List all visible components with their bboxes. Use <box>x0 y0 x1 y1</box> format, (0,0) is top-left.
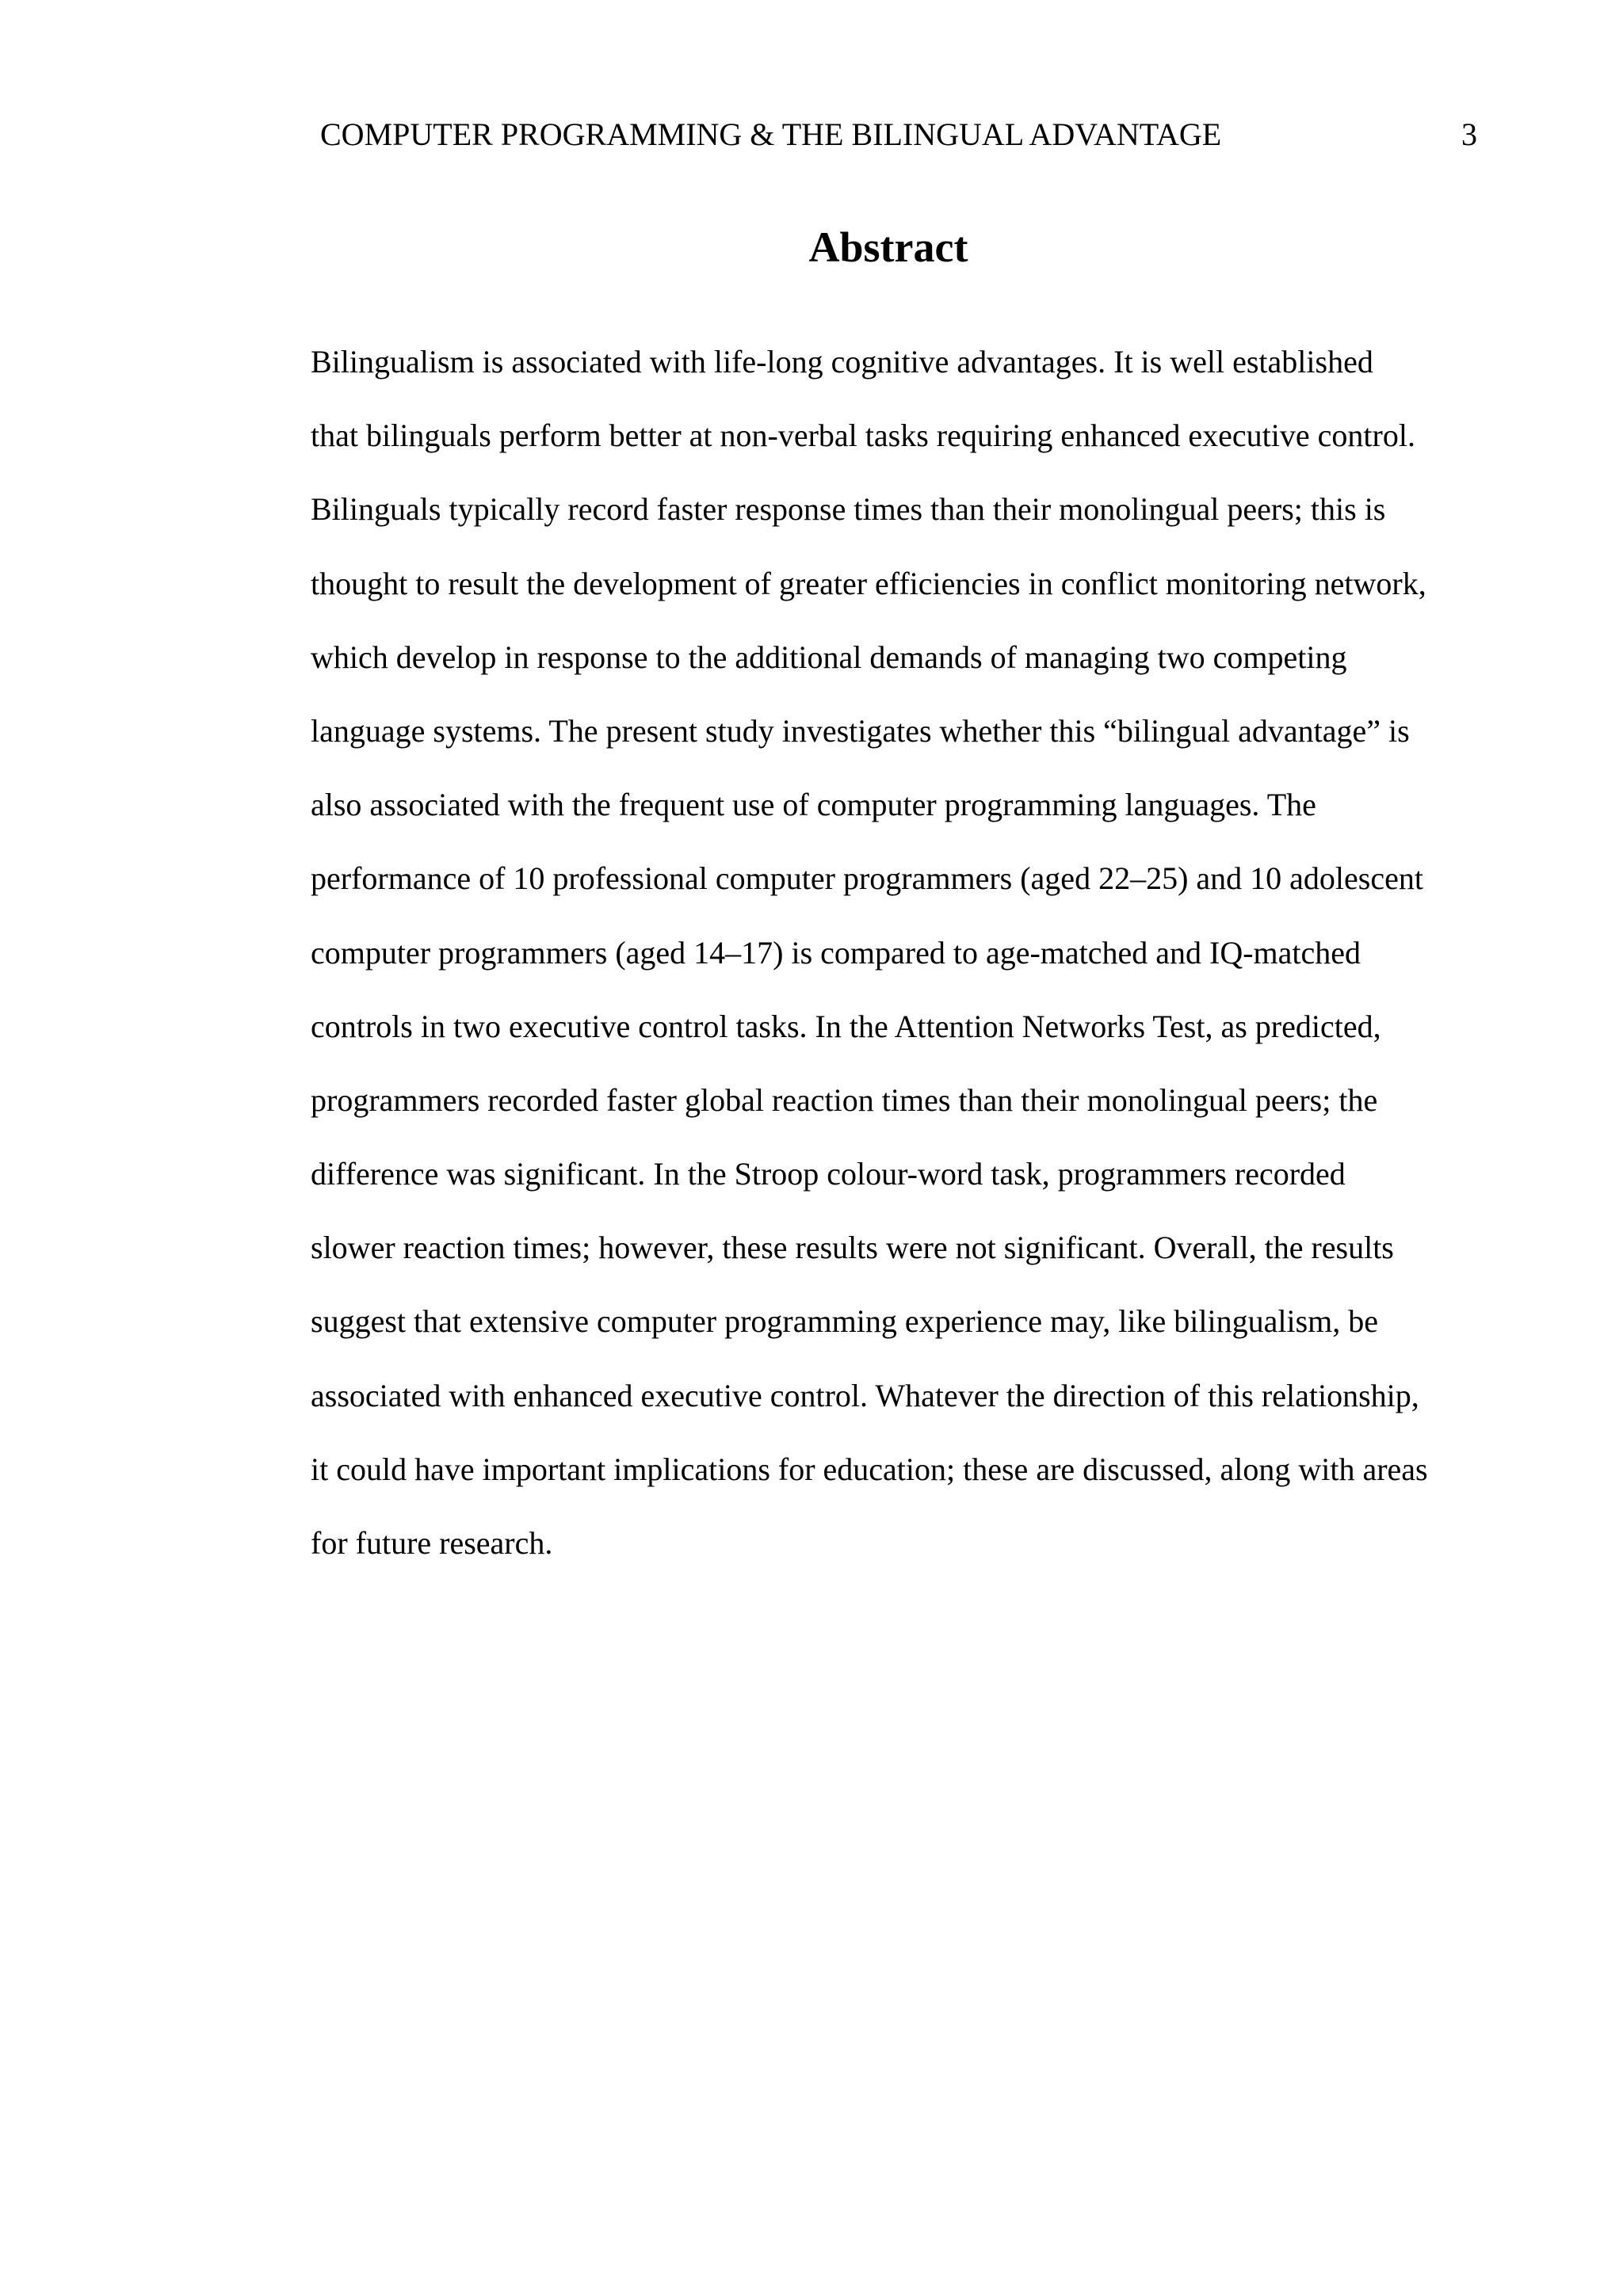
abstract-line: performance of 10 professional computer programmers (aged 22–25) and 10 adolescent <box>311 860 1423 897</box>
abstract-line: associated with enhanced executive control. Whatever the direction of this relationship, <box>311 1377 1419 1413</box>
abstract-line: suggest that extensive computer programming experience may, like bilingualism, be <box>311 1303 1379 1340</box>
abstract-line: for future research. <box>311 1525 553 1561</box>
abstract-line: it could have important implications for education; these are discussed, along with areas <box>311 1451 1428 1487</box>
abstract-line: difference was significant. In the Stroop colour-word task, programmers recorded <box>311 1156 1346 1192</box>
abstract-line: which develop in response to the additional demands of managing two competing <box>311 639 1347 675</box>
abstract-title: Abstract <box>808 223 968 271</box>
abstract-line: slower reaction times; however, these results were not significant. Overall, the results <box>311 1230 1394 1266</box>
running-head: COMPUTER PROGRAMMING & THE BILINGUAL ADVANTAGE <box>320 116 1222 152</box>
abstract-line: that bilinguals perform better at non-verbal tasks requiring enhanced executive control. <box>311 418 1415 454</box>
abstract-line: Bilingualism is associated with life-long cognitive advantages. It is well established <box>311 344 1373 379</box>
abstract-line: also associated with the frequent use of computer programming languages. The <box>311 787 1316 823</box>
page-number: 3 <box>1461 116 1477 152</box>
abstract-line: thought to result the development of greater efficiencies in conflict monitoring network, <box>311 565 1426 601</box>
abstract-line: Bilinguals typically record faster response times than their monolingual peers; this is <box>311 491 1386 528</box>
abstract-line: programmers recorded faster global reaction times than their monolingual peers; the <box>311 1081 1378 1118</box>
abstract-paragraph <box>311 325 1499 1580</box>
abstract-line: computer programmers (aged 14–17) is compared to age-matched and IQ-matched <box>311 934 1361 971</box>
abstract-line: language systems. The present study investigates whether this “bilingual advantage” is <box>311 712 1410 749</box>
abstract-line: controls in two executive control tasks. In the Attention Networks Test, as predicted, <box>311 1008 1381 1044</box>
